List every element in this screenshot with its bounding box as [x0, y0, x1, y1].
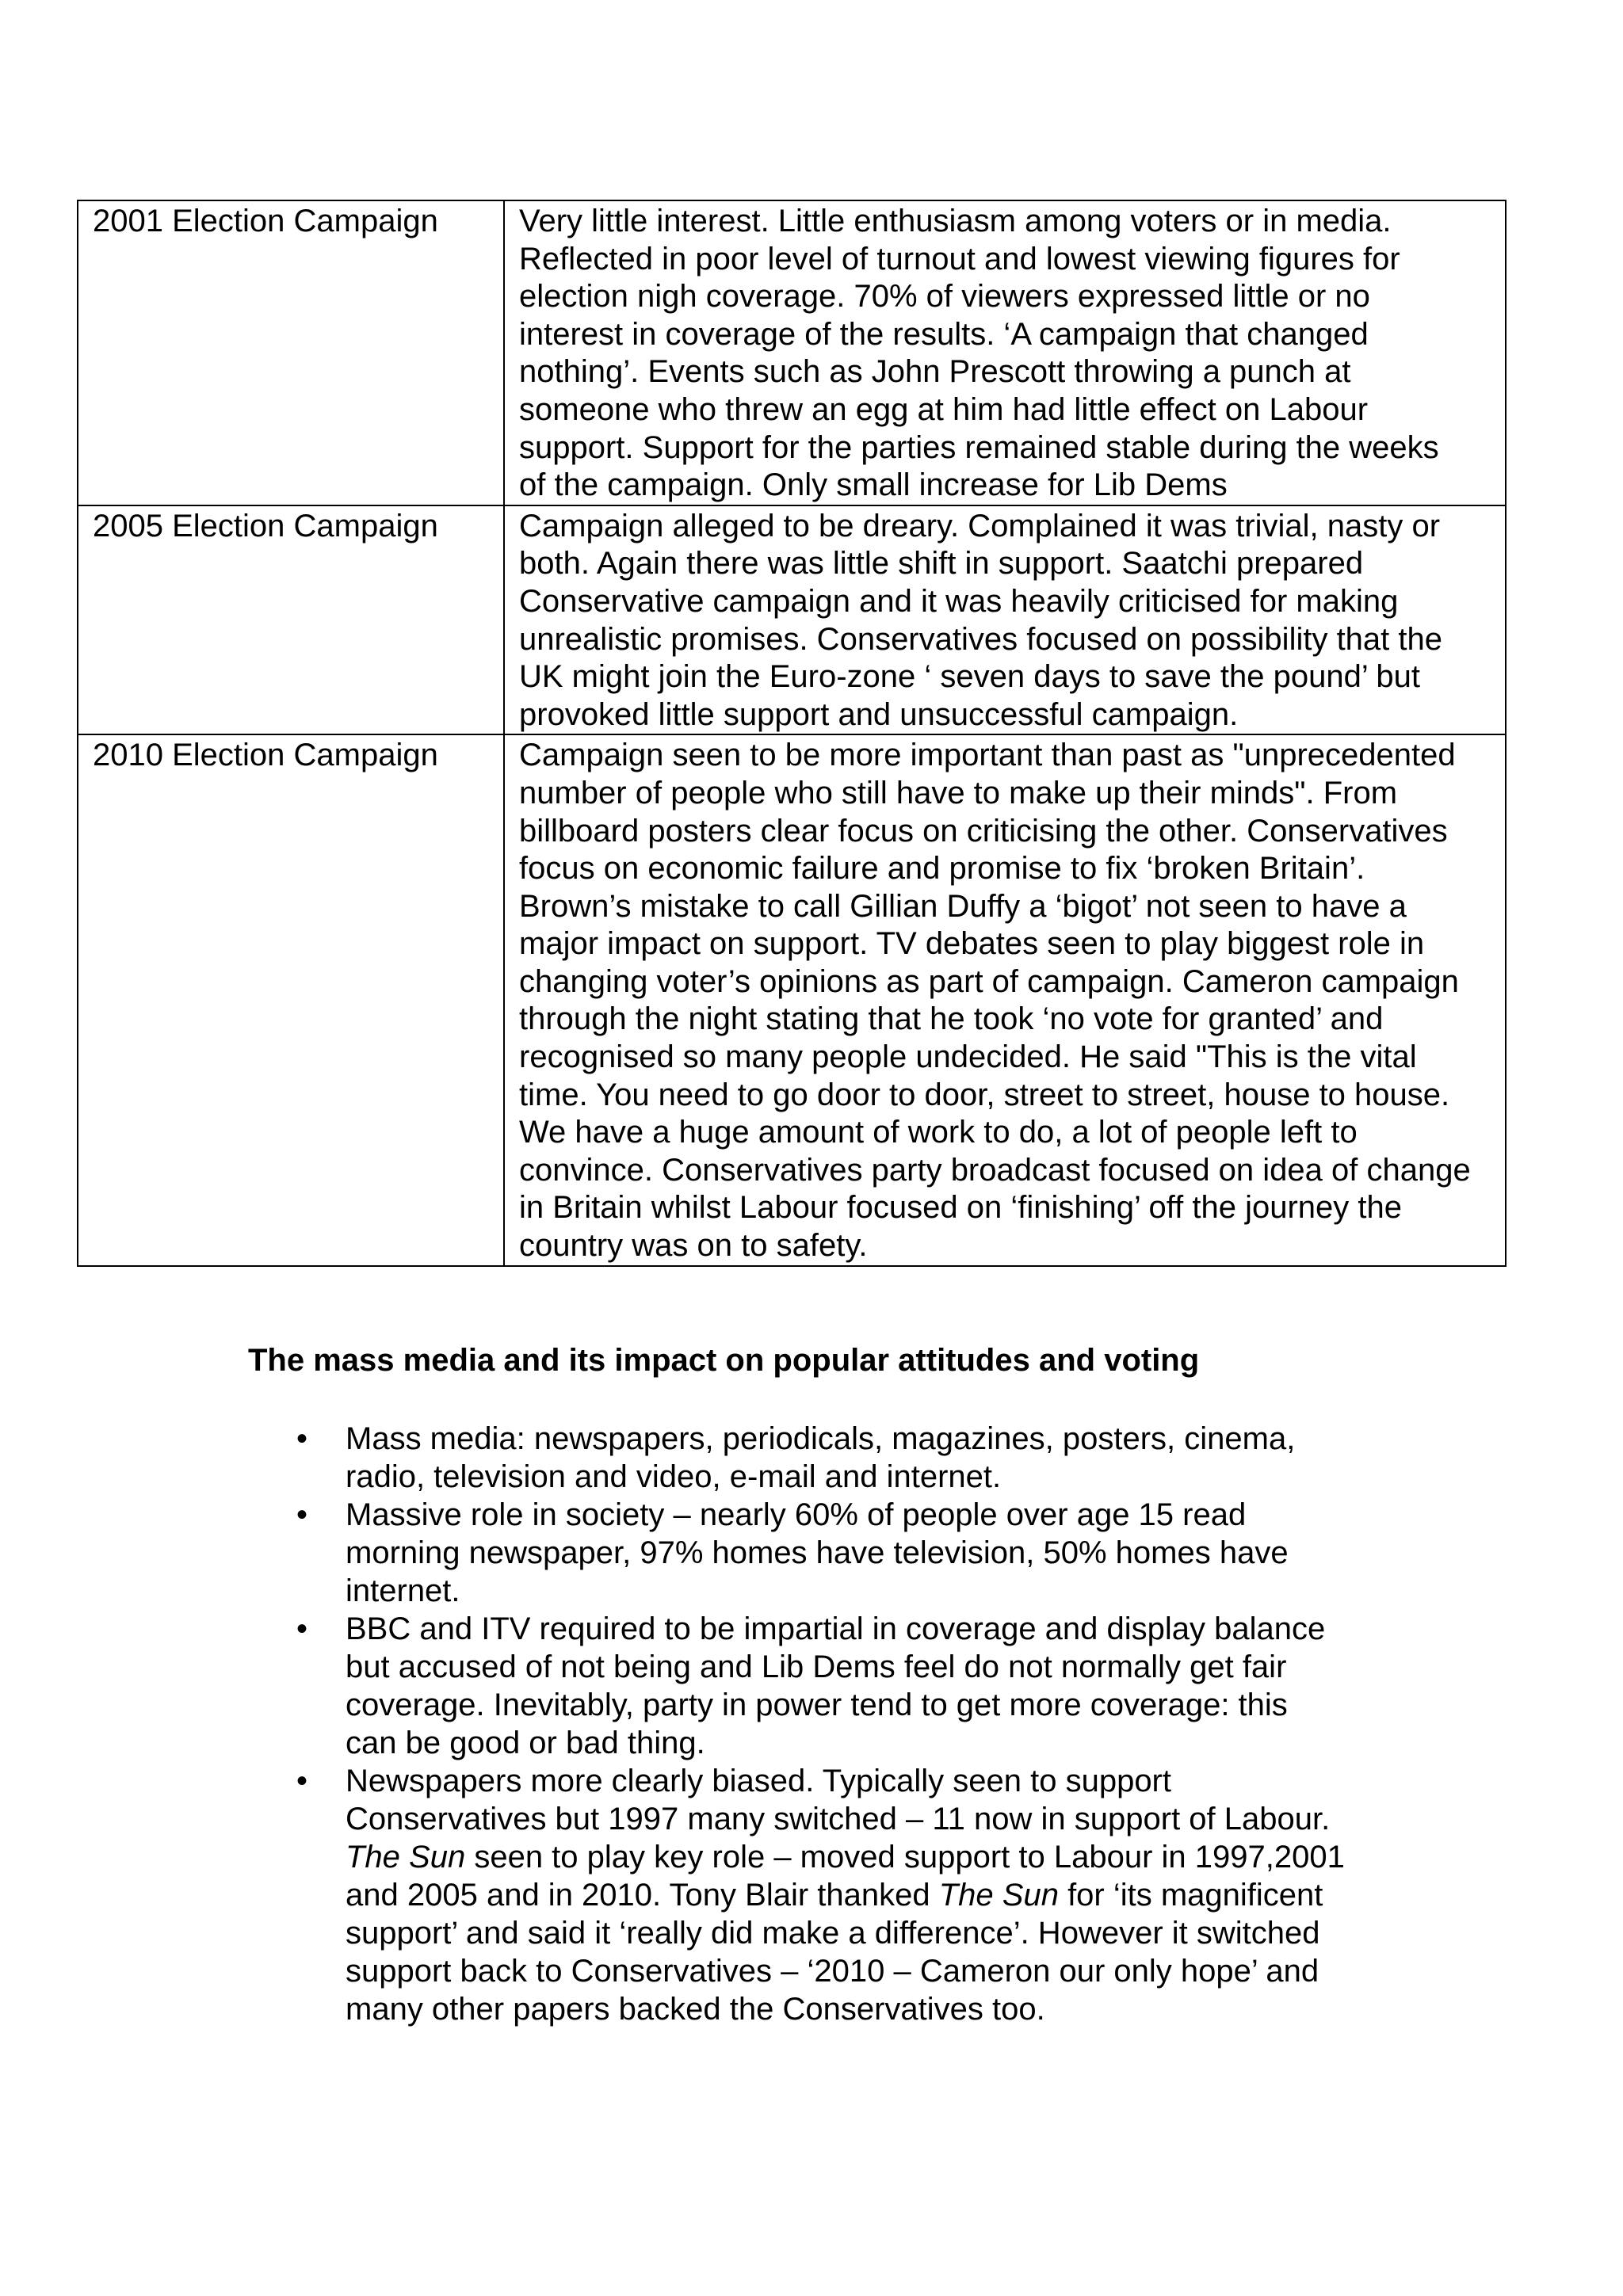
campaign-description-line: Very little interest. Little enthusiasm among voters or in media. [519, 204, 1392, 238]
campaign-description-line: unrealistic promises. Conservatives focused on possibility that the [519, 621, 1442, 657]
campaign-description-cell [504, 734, 1506, 1265]
campaign-description-line: recognised so many people undecided. He said "This is the vital [519, 1039, 1417, 1075]
bullet-text: many other papers backed the Conservatives too. [346, 1992, 1045, 2027]
campaign-row [78, 734, 1506, 1265]
bullet-text: seen to play key role – moved support to Labour in 1997,2001 [465, 1840, 1345, 1875]
bullet-text: and 2005 and in 2010. Tony Blair thanked [346, 1878, 939, 1913]
bullet-text: Mass media: newspapers, periodicals, magazines, posters, cinema, [346, 1421, 1296, 1456]
bullet-text: coverage. Inevitably, party in power tend to get more coverage: this [346, 1688, 1288, 1722]
bullet-item [296, 1610, 1400, 1762]
campaign-description-line: number of people who still have to make up their minds". From [519, 775, 1398, 810]
bullet-text: BBC and ITV required to be impartial in coverage and display balance [346, 1611, 1326, 1646]
bullet-text: Newspapers more clearly biased. Typically seen to support [346, 1764, 1171, 1798]
campaign-year-cell: 2001 Election Campaign [78, 200, 504, 505]
bullet-text: morning newspaper, 97% homes have television, 50% homes have [346, 1535, 1289, 1570]
bullet-text: radio, television and video, e-mail and internet. [346, 1459, 1002, 1494]
bullet-item [296, 1420, 1400, 1496]
campaign-description-cell [504, 505, 1506, 735]
bullet-dot-icon: • [296, 1421, 308, 1456]
bullet-text: Conservatives but 1997 many switched – 11 now in support of Labour. [346, 1802, 1331, 1836]
section-heading: The mass media and its impact on popular attitudes and voting [248, 1343, 1200, 1378]
campaign-description-line: Reflected in poor level of turnout and lowest viewing figures for [519, 241, 1400, 277]
campaign-description-line: provoked little support and unsuccessful campaign. [519, 696, 1239, 732]
italic-title: The Sun [346, 1840, 466, 1875]
campaign-description-line: Conservative campaign and it was heavily criticised for making [519, 583, 1399, 619]
campaign-description-line: both. Again there was little shift in support. Saatchi prepared [519, 546, 1364, 582]
campaign-description-line: of the campaign. Only small increase for Lib Dems [519, 467, 1228, 503]
bullet-dot-icon: • [296, 1611, 308, 1646]
campaign-description-line: Campaign alleged to be dreary. Complained it was trivial, nasty or [519, 508, 1441, 543]
campaign-description-line: Campaign seen to be more important than past as "unprecedented [519, 738, 1456, 773]
bullet-text: can be good or bad thing. [346, 1726, 705, 1760]
campaign-description-line: Brown’s mistake to call Gillian Duffy a ‘bigot’ not seen to have a [519, 888, 1407, 924]
campaign-description-line: nothing’. Events such as John Prescott throwing a punch at [519, 354, 1351, 390]
campaign-description-line: support. Support for the parties remained stable during the weeks [519, 429, 1439, 465]
campaign-description-line: election nigh coverage. 70% of viewers expressed little or no [519, 279, 1370, 315]
bullet-text: support back to Conservatives – ‘2010 – Cameron our only hope’ and [346, 1954, 1319, 1989]
italic-title: The Sun [938, 1878, 1059, 1913]
bullet-dot-icon: • [296, 1764, 308, 1798]
campaign-table [77, 200, 1507, 1267]
campaign-description-cell [504, 200, 1506, 505]
campaign-description-line: through the night stating that he took ‘no vote for granted’ and [519, 1001, 1384, 1037]
campaign-description-line: billboard posters clear focus on criticising the other. Conservatives [519, 813, 1448, 849]
campaign-description-line: UK might join the Euro-zone ‘ seven days to save the pound’ but [519, 659, 1420, 695]
campaign-description-line: country was on to safety. [519, 1228, 868, 1264]
campaign-description-line: interest in coverage of the results. ‘A campaign that changed [519, 316, 1369, 352]
bullet-dot-icon: • [296, 1497, 308, 1532]
bullet-text: but accused of not being and Lib Dems feel do not normally get fair [346, 1650, 1287, 1684]
campaign-description-line: changing voter’s opinions as part of campaign. Cameron campaign [519, 963, 1459, 999]
bullet-text: Massive role in society – nearly 60% of people over age 15 read [346, 1497, 1247, 1532]
campaign-description-line: in Britain whilst Labour focused on ‘finishing’ off the journey the [519, 1190, 1403, 1226]
campaign-description-line: convince. Conservatives party broadcast focused on idea of change [519, 1152, 1471, 1188]
campaign-row [78, 505, 1506, 735]
bullet-item [296, 1762, 1400, 2028]
campaign-table-body [78, 200, 1506, 1266]
campaign-description-line: major impact on support. TV debates seen to play biggest role in [519, 926, 1425, 962]
bullet-text: support’ and said it ‘really did make a difference’. However it switched [346, 1916, 1320, 1951]
bullet-text: internet. [346, 1573, 460, 1608]
campaign-description-line: someone who threw an egg at him had little effect on Labour [519, 391, 1369, 427]
campaign-description-line: time. You need to go door to door, street to street, house to house. [519, 1077, 1450, 1112]
campaign-description-line: We have a huge amount of work to do, a lot of people left to [519, 1115, 1358, 1150]
bullet-list [296, 1420, 1400, 2028]
bullet-item [296, 1496, 1400, 1610]
campaign-year-cell: 2010 Election Campaign [78, 734, 504, 1265]
campaign-year-cell: 2005 Election Campaign [78, 505, 504, 735]
campaign-row [78, 200, 1506, 505]
bullet-text: for ‘its magnificent [1058, 1878, 1323, 1913]
campaign-description-line: focus on economic failure and promise to fix ‘broken Britain’. [519, 851, 1365, 887]
